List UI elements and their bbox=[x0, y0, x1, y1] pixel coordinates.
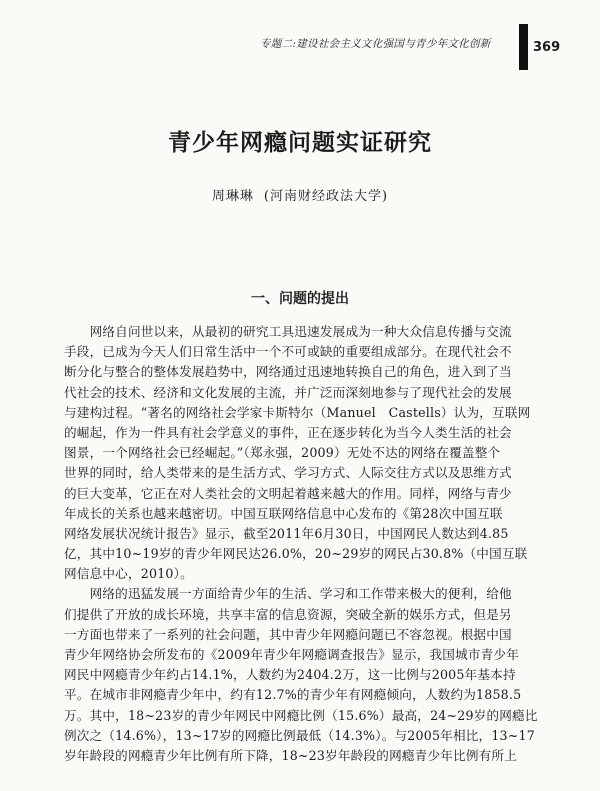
body-line: 网络的迅猛发展一方面给青少年的生活、学习和工作带来极大的便利，给他 bbox=[64, 586, 512, 602]
body-line: 们提供了开放的成长环境，共享丰富的信息资源，突破全新的娱乐方式，但是另 bbox=[64, 606, 512, 622]
running-header: 专题二:建设社会主义文化强国与青少年文化创新 bbox=[260, 38, 491, 50]
body-line: 亿，其中10~19岁的青少年网民达26.0%，20~29岁的网民占30.8%（中国互联 bbox=[64, 546, 528, 562]
body-line: 图景，一个网络社会已经崛起。”（郑永强，2009）无处不达的网络在覆盖整个 bbox=[64, 445, 501, 461]
body-line: 的崛起，作为一件具有社会学意义的事件，正在逐步转化为当今人类生活的社会 bbox=[64, 424, 512, 440]
body-line: 代社会的技术、经济和文化发展的主流，并广泛而深刻地参与了现代社会的发展 bbox=[64, 384, 512, 400]
body-line: 平。在城市非网瘾青少年中，约有12.7%的青少年有网瘾倾向，人数约为1858.5 bbox=[64, 687, 522, 703]
body-line: 网络发展状况统计报告》显示，截至2011年6月30日，中国网民人数达到4.85 bbox=[64, 525, 509, 541]
header-bar bbox=[519, 24, 528, 70]
body-line: 一方面也带来了一系列的社会问题，其中青少年网瘾问题已不容忽视。根据中国 bbox=[64, 626, 512, 642]
body-line: 与建构过程。“著名的网络社会学家卡斯特尔（Manuel Castells）认为，互联网 bbox=[64, 404, 531, 420]
body-line: 网信息中心，2010）。 bbox=[64, 566, 193, 582]
body-line: 的巨大变革，它正在对人类社会的文明起着越来越大的作用。同样，网络与青少 bbox=[64, 485, 512, 501]
body-line: 手段，已成为今天人们日常生活中一个不可或缺的重要组成部分。在现代社会不 bbox=[64, 344, 512, 360]
page-number: 369 bbox=[533, 40, 561, 55]
body-line: 世界的同时，给人类带来的是生活方式、学习方式、人际交往方式以及思维方式 bbox=[64, 465, 512, 481]
article-title: 青少年网瘾问题实证研究 bbox=[168, 129, 432, 156]
body-text bbox=[64, 322, 544, 766]
body-line: 青少年网络协会所发布的《2009年青少年网瘾调查报告》显示，我国城市青少年 bbox=[64, 647, 520, 662]
body-line: 网民中网瘾青少年约占14.1%，人数约为2404.2万，这一比例与2005年基本持 bbox=[64, 667, 516, 683]
body-line: 断分化与整合的整体发展趋势中，网络通过迅速地转换自己的角色，进入到了当 bbox=[64, 364, 512, 380]
author-affiliation: (河南财经政法大学) bbox=[263, 189, 389, 204]
author-line bbox=[0, 185, 600, 204]
body-line: 年成长的关系也越来越密切。中国互联网络信息中心发布的《第28次中国互联 bbox=[64, 505, 503, 521]
section-heading: 一、问题的提出 bbox=[251, 291, 349, 307]
body-line: 网络自问世以来，从最初的研究工具迅速发展成为一种大众信息传播与交流 bbox=[64, 324, 512, 339]
body-line: 万。其中，18~23岁的青少年网民中网瘾比例（15.6%）最高，24~29岁的网瘾比 bbox=[64, 707, 538, 723]
body-line: 例次之（14.6%），13~17岁的网瘾比例最低（14.3%）。与2005年相比，13~17 bbox=[64, 727, 535, 743]
author-name: 周琳琳 bbox=[211, 189, 254, 204]
body-line: 岁年龄段的网瘾青少年比例有所下降，18~23岁年龄段的网瘾青少年比例有所上 bbox=[64, 747, 518, 763]
